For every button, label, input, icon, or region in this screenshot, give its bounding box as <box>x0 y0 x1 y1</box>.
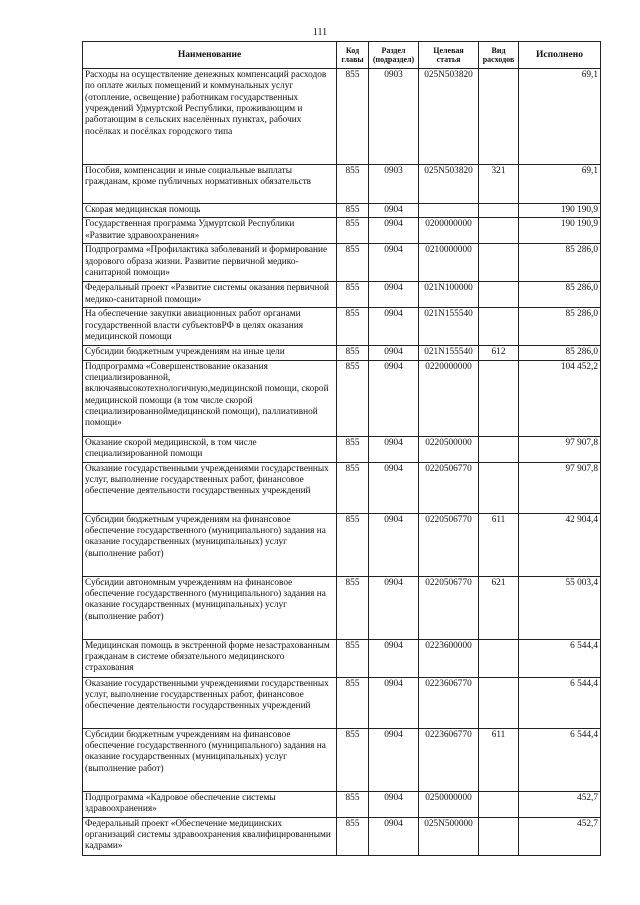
row-type: 621 <box>479 576 519 639</box>
row-target: 021N100000 <box>419 282 479 308</box>
row-type <box>479 69 519 165</box>
row-done: 104 452,2 <box>519 360 601 436</box>
row-section: 0904 <box>369 308 419 346</box>
row-type <box>479 639 519 677</box>
row-code: 855 <box>337 791 369 817</box>
row-type: 611 <box>479 728 519 791</box>
row-section: 0904 <box>369 817 419 855</box>
header-type: Вид расходов <box>479 42 519 69</box>
row-section: 0904 <box>369 244 419 282</box>
row-section: 0904 <box>369 791 419 817</box>
row-section: 0904 <box>369 204 419 218</box>
row-target: 0220000000 <box>419 360 479 436</box>
row-done: 85 286,0 <box>519 244 601 282</box>
row-type: 612 <box>479 346 519 360</box>
table-row <box>83 462 601 513</box>
row-section: 0903 <box>369 165 419 204</box>
row-target: 0220506770 <box>419 576 479 639</box>
row-done: 85 286,0 <box>519 346 601 360</box>
header-section: Раздел (подраздел) <box>369 42 419 69</box>
row-name: Субсидии бюджетным учреждениям на финансовое обеспечение государственного (муниципального) задания на оказание государственных (муниципальных) услуг (выполнение работ) <box>83 728 337 791</box>
row-type <box>479 360 519 436</box>
row-code: 855 <box>337 436 369 462</box>
row-code: 855 <box>337 69 369 165</box>
table-row <box>83 436 601 462</box>
row-section: 0904 <box>369 282 419 308</box>
row-section: 0904 <box>369 513 419 576</box>
table-row <box>83 308 601 346</box>
row-done: 69,1 <box>519 69 601 165</box>
budget-execution-table <box>82 41 601 856</box>
row-type <box>479 677 519 728</box>
row-code: 855 <box>337 346 369 360</box>
row-code: 855 <box>337 817 369 855</box>
row-name: Скорая медицинская помощь <box>83 204 337 218</box>
row-type <box>479 204 519 218</box>
row-name: Государственная программа Удмуртской Республики «Развитие здравоохранения» <box>83 218 337 244</box>
table-row <box>83 576 601 639</box>
row-name: Расходы на осуществление денежных компенсаций расходов по оплате жилых помещений и коммунальных услуг (отопление, освещение) работникам государственных учреждений Удмуртской Республики, проживающим и работающим в сельских населённых пунктах, рабочих посёлках и посёлках городского типа <box>83 69 337 165</box>
row-done: 452,7 <box>519 791 601 817</box>
row-done: 42 904,4 <box>519 513 601 576</box>
table-row <box>83 69 601 165</box>
row-done: 85 286,0 <box>519 308 601 346</box>
row-target: 021N155540 <box>419 308 479 346</box>
row-done: 97 907,8 <box>519 436 601 462</box>
row-code: 855 <box>337 728 369 791</box>
row-target: 0223606770 <box>419 728 479 791</box>
table-row <box>83 218 601 244</box>
row-target: 021N155540 <box>419 346 479 360</box>
header-target: Целевая статья <box>419 42 479 69</box>
row-code: 855 <box>337 639 369 677</box>
row-code: 855 <box>337 576 369 639</box>
row-name: Субсидии автономным учреждениям на финансовое обеспечение государственного (муниципального) задания на оказание государственных (муниципальных) услуг (выполнение работ) <box>83 576 337 639</box>
table-row <box>83 360 601 436</box>
row-type <box>479 436 519 462</box>
row-target: 0250000000 <box>419 791 479 817</box>
table-row <box>83 817 601 855</box>
row-section: 0904 <box>369 576 419 639</box>
row-section: 0904 <box>369 462 419 513</box>
row-type <box>479 282 519 308</box>
row-done: 97 907,8 <box>519 462 601 513</box>
row-code: 855 <box>337 677 369 728</box>
row-section: 0904 <box>369 218 419 244</box>
header-code: Код главы <box>337 42 369 69</box>
row-section: 0903 <box>369 69 419 165</box>
row-type: 611 <box>479 513 519 576</box>
row-name: Пособия, компенсации и иные социальные выплаты гражданам, кроме публичных нормативных обязательств <box>83 165 337 204</box>
row-name: На обеспечение закупки авиационных работ органами государственной власти субъектовРФ в целях оказания медицинской помощи <box>83 308 337 346</box>
row-target <box>419 204 479 218</box>
row-name: Подпрограмма «Кадровое обеспечение системы здравоохранения» <box>83 791 337 817</box>
row-name: Федеральный проект «Развитие системы оказания первичной медико-санитарной помощи» <box>83 282 337 308</box>
table-row <box>83 728 601 791</box>
row-done: 6 544,4 <box>519 639 601 677</box>
row-name: Подпрограмма «Совершенствование оказания специализированной, включаявысокотехнологичную,медицинской помощи, скорой медицинской помощи (в том числе скорой специализированноймедицинской помощи), паллиативной помощи» <box>83 360 337 436</box>
row-target: 0220506770 <box>419 462 479 513</box>
row-section: 0904 <box>369 728 419 791</box>
row-code: 855 <box>337 204 369 218</box>
row-type <box>479 462 519 513</box>
row-code: 855 <box>337 308 369 346</box>
row-type: 321 <box>479 165 519 204</box>
table-row <box>83 791 601 817</box>
row-done: 85 286,0 <box>519 282 601 308</box>
row-code: 855 <box>337 282 369 308</box>
row-code: 855 <box>337 244 369 282</box>
row-section: 0904 <box>369 677 419 728</box>
row-name: Медицинская помощь в экстренной форме незастрахованным гражданам в системе обязательного медицинского страхования <box>83 639 337 677</box>
row-type <box>479 817 519 855</box>
row-target: 025N500000 <box>419 817 479 855</box>
table-row <box>83 513 601 576</box>
row-name: Оказание государственными учреждениями государственных услуг, выполнение государственных работ, финансовое обеспечение деятельности государственных учреждений <box>83 677 337 728</box>
row-target: 0223606770 <box>419 677 479 728</box>
row-name: Подпрограмма «Профилактика заболеваний и формирование здорового образа жизни. Развитие первичной медико-санитарной помощи» <box>83 244 337 282</box>
table-header-row <box>83 42 601 69</box>
header-done: Исполнено <box>519 42 601 69</box>
table-row <box>83 244 601 282</box>
row-section: 0904 <box>369 360 419 436</box>
row-done: 69,1 <box>519 165 601 204</box>
row-target: 025N503820 <box>419 69 479 165</box>
row-code: 855 <box>337 360 369 436</box>
row-section: 0904 <box>369 346 419 360</box>
row-name: Субсидии бюджетным учреждениям на финансовое обеспечение государственного (муниципального) задания на оказание государственных (муниципальных) услуг (выполнение работ) <box>83 513 337 576</box>
row-done: 6 544,4 <box>519 728 601 791</box>
row-done: 190 190,9 <box>519 218 601 244</box>
table-row <box>83 165 601 204</box>
table-row <box>83 677 601 728</box>
table-row <box>83 639 601 677</box>
row-target: 0200000000 <box>419 218 479 244</box>
row-type <box>479 218 519 244</box>
row-code: 855 <box>337 513 369 576</box>
row-target: 025N503820 <box>419 165 479 204</box>
row-target: 0210000000 <box>419 244 479 282</box>
row-name: Федеральный проект «Обеспечение медицинских организаций системы здравоохранения квалифицированными кадрами» <box>83 817 337 855</box>
row-target: 0223600000 <box>419 639 479 677</box>
row-name: Оказание скорой медицинской, в том числе специализированной помощи <box>83 436 337 462</box>
row-target: 0220500000 <box>419 436 479 462</box>
row-name: Субсидии бюджетным учреждениям на иные цели <box>83 346 337 360</box>
row-type <box>479 244 519 282</box>
table-row <box>83 282 601 308</box>
row-done: 452,7 <box>519 817 601 855</box>
row-code: 855 <box>337 462 369 513</box>
table-row <box>83 346 601 360</box>
row-code: 855 <box>337 165 369 204</box>
row-target: 0220506770 <box>419 513 479 576</box>
row-done: 6 544,4 <box>519 677 601 728</box>
page-number: 111 <box>312 27 328 38</box>
row-section: 0904 <box>369 436 419 462</box>
row-code: 855 <box>337 218 369 244</box>
row-type <box>479 791 519 817</box>
table-row <box>83 204 601 218</box>
header-name: Наименование <box>83 42 337 69</box>
row-type <box>479 308 519 346</box>
row-done: 55 003,4 <box>519 576 601 639</box>
row-done: 190 190,9 <box>519 204 601 218</box>
row-section: 0904 <box>369 639 419 677</box>
row-name: Оказание государственными учреждениями государственных услуг, выполнение государственных работ, финансовое обеспечение деятельности государственных учреждений <box>83 462 337 513</box>
